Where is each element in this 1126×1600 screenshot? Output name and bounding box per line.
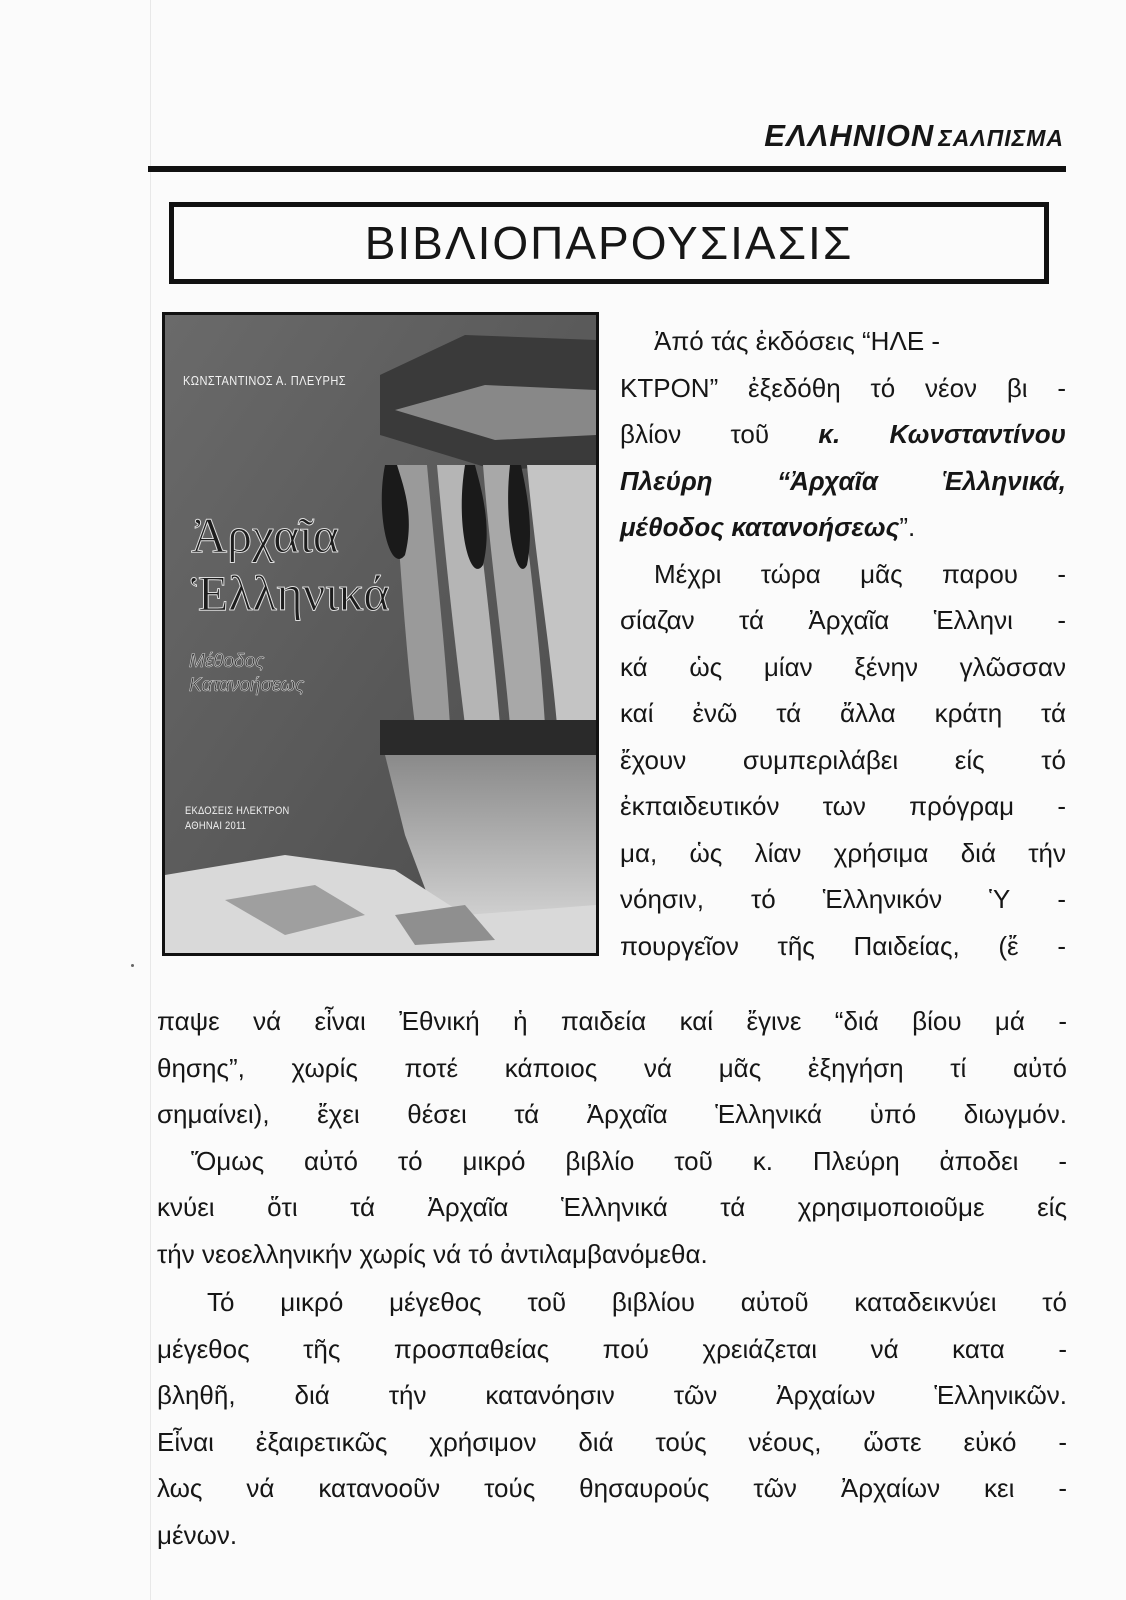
- article-line: βληθῆ, διά τήν κατανόησιν τῶν Ἀρχαίων Ἑλληνικῶν.: [157, 1380, 1067, 1410]
- book-cover-image: [162, 312, 599, 956]
- article-line: καί ἐνῶ τά ἄλλα κράτη τά: [620, 698, 1066, 728]
- book-subtitle-bold: μέθοδος κατανοήσεως: [620, 512, 900, 542]
- article-right-column: [620, 318, 1066, 969]
- cover-title-line1: Ἀρχαῖα: [191, 507, 339, 563]
- article-line: Εἶναι ἐξαιρετικῶς χρήσιμον διά τούς νέους, ὥστε εὐκό -: [157, 1426, 1067, 1457]
- article-line: παψε νά εἶναι Ἐθνική ἡ παιδεία καί ἔγινε “διά βίου μά -: [157, 1006, 1067, 1036]
- cover-subtitle-line1: Μέθοδος: [189, 651, 265, 672]
- cover-subtitle-line2: Κατανοήσεως: [189, 675, 305, 696]
- cover-title-line2: Ἑλληνικά: [191, 565, 390, 621]
- article-line: μένων.: [157, 1519, 238, 1550]
- masthead-title: ΕΛΛΗΝΙΟΝ: [764, 118, 935, 153]
- cover-place-year: ΑΘΗΝΑΙ 2011: [185, 820, 247, 832]
- article-line: μα, ὡς λίαν χρήσιμα διά τήν: [620, 837, 1066, 868]
- article-line: μέγεθος τῆς προσπαθείας πού χρειάζεται νά κατα -: [157, 1333, 1067, 1364]
- masthead-subtitle: ΣΑΛΠΙΣΜΑ: [938, 125, 1064, 151]
- article-line: θησης”, χωρίς ποτέ κάποιος νά μᾶς ἐξηγήση τί αὐτό: [157, 1052, 1067, 1083]
- article-line: Ὅμως αὐτό τό μικρό βιβλίο τοῦ κ. Πλεύρη ἀποδει -: [191, 1145, 1067, 1176]
- cover-publisher: ΕΚΔΟΣΕΙΣ ΗΛΕΚΤΡΟΝ: [185, 805, 290, 817]
- article-line: ἔχουν συμπεριλάβει είς τό: [620, 744, 1066, 775]
- article-line-bold: Πλεύρη “Ἀρχαῖα Ἑλληνικά,: [620, 465, 1066, 496]
- article-line: σημαίνει), ἔχει θέσει τά Ἀρχαῖα Ἑλληνικά ὑπό διωγμόν.: [157, 1099, 1067, 1129]
- article-line: πουργεῖον τῆς Παιδείας, (ἔ -: [620, 930, 1066, 961]
- article-line: κνύει ὅτι τά Ἀρχαῖα Ἑλληνικά τά χρησιμοποιοῦμε είς: [157, 1192, 1067, 1222]
- quote-close: ”.: [899, 512, 916, 542]
- article-line: ἐκπαιδευτικόν των πρόγραμ -: [620, 791, 1066, 821]
- article-line: σίαζαν τά Ἀρχαῖα Ἑλληνι -: [620, 605, 1066, 635]
- article-line: Ἀπό τάς ἐκδόσεις “ΗΛΕ -: [654, 326, 941, 356]
- header-rule: [148, 166, 1066, 172]
- article-line: [620, 504, 1066, 551]
- article-line: [620, 411, 1066, 458]
- article-line: Μέχρι τώρα μᾶς παρου -: [654, 558, 1066, 589]
- scan-speck: [131, 964, 134, 967]
- article-line-text: βλίον τοῦ: [620, 419, 770, 449]
- article-line: νόησιν, τό Ἑλληνικόν Ὑ -: [620, 884, 1066, 914]
- page-fold-shadow: [150, 0, 151, 1600]
- article-line: τήν νεοελληνικήν χωρίς νά τό ἀντιλαμβανόμεθα.: [157, 1238, 708, 1269]
- article-line: κά ὡς μίαν ξένην γλῶσσαν: [620, 651, 1066, 682]
- article-full-width: [157, 998, 1067, 1558]
- masthead: [764, 118, 1064, 154]
- author-name-bold: κ. Κωνσταντίνου: [818, 419, 1066, 449]
- caryatids-illustration: [165, 315, 596, 953]
- article-line: ΚΤΡΟΝ” ἐξεδόθη τό νέον βι -: [620, 372, 1066, 403]
- section-title: ΒΙΒΛΙΟΠΑΡΟΥΣΙΑΣΙΣ: [364, 217, 854, 269]
- article-line: λως νά κατανοοῦν τούς θησαυρούς τῶν Ἀρχαίων κει -: [157, 1473, 1067, 1503]
- cover-author: ΚΩΝΣΤΑΝΤΙΝΟΣ Α. ΠΛΕΥΡΗΣ: [183, 373, 346, 388]
- section-title-box: [169, 202, 1049, 284]
- article-line: Τό μικρό μέγεθος τοῦ βιβλίου αὐτοῦ καταδεικνύει τό: [207, 1287, 1067, 1317]
